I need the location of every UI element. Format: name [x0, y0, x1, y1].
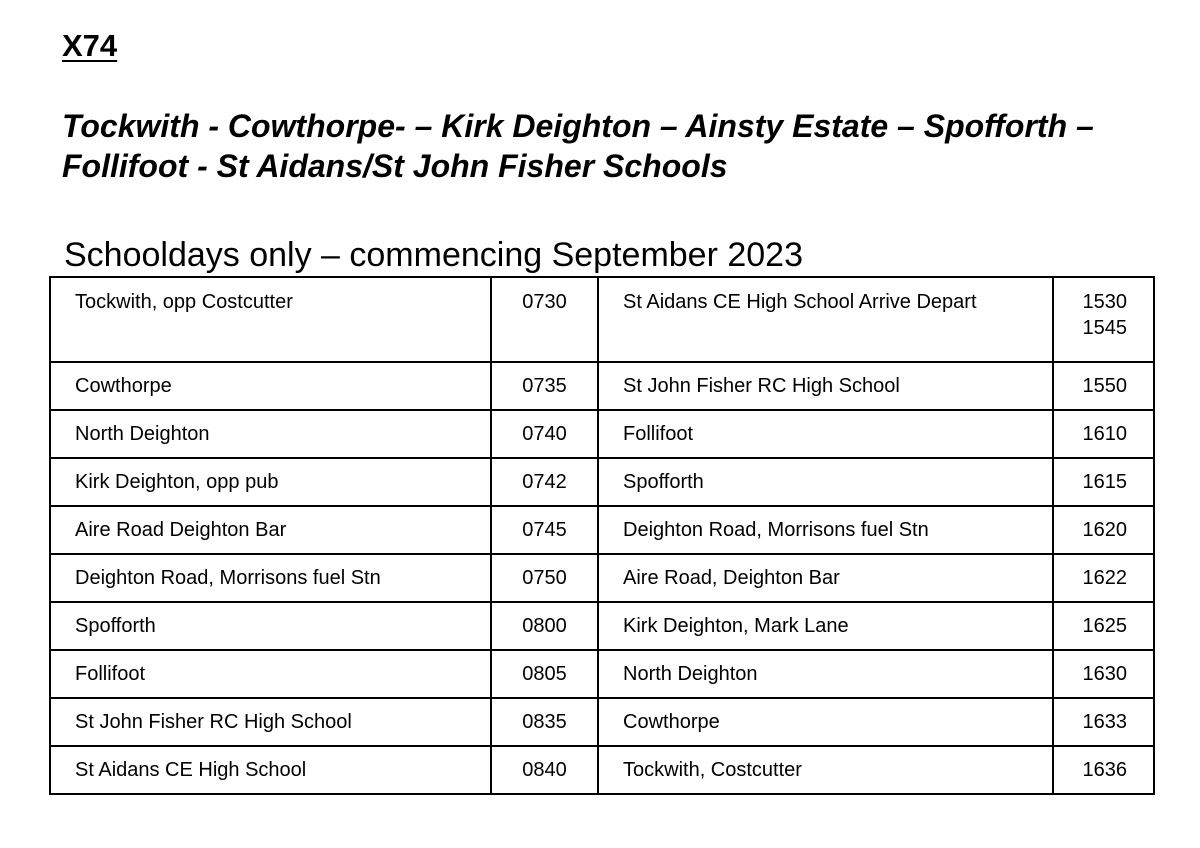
morning-stop: Follifoot	[50, 650, 491, 698]
morning-stop: St Aidans CE High School	[50, 746, 491, 794]
table-row	[50, 277, 1154, 362]
morning-stop: Aire Road Deighton Bar	[50, 506, 491, 554]
table-row	[50, 554, 1154, 602]
afternoon-stop: Cowthorpe	[598, 698, 1053, 746]
afternoon-time: 1625	[1053, 602, 1154, 650]
afternoon-stop: Deighton Road, Morrisons fuel Stn	[598, 506, 1053, 554]
morning-time: 0740	[491, 410, 598, 458]
morning-stop: Kirk Deighton, opp pub	[50, 458, 491, 506]
afternoon-stop: Spofforth	[598, 458, 1053, 506]
afternoon-depart-time: 1545	[1082, 317, 1127, 339]
morning-time: 0835	[491, 698, 598, 746]
afternoon-time: 1633	[1053, 698, 1154, 746]
timetable	[49, 276, 1155, 795]
morning-time: 0745	[491, 506, 598, 554]
afternoon-time: 1622	[1053, 554, 1154, 602]
morning-stop: Cowthorpe	[50, 362, 491, 410]
morning-time: 0800	[491, 602, 598, 650]
table-row	[50, 698, 1154, 746]
table-row	[50, 506, 1154, 554]
morning-stop: Deighton Road, Morrisons fuel Stn	[50, 554, 491, 602]
afternoon-stop: St Aidans CE High School Arrive Depart	[598, 277, 1053, 362]
afternoon-time: 1636	[1053, 746, 1154, 794]
afternoon-time	[1053, 277, 1154, 362]
afternoon-time: 1610	[1053, 410, 1154, 458]
route-title: Tockwith - Cowthorpe- – Kirk Deighton – Ainsty Estate – Spofforth – Follifoot - St Aidans/St John Fisher Schools	[62, 108, 1094, 184]
afternoon-stop: Kirk Deighton, Mark Lane	[598, 602, 1053, 650]
morning-time: 0735	[491, 362, 598, 410]
morning-stop: Tockwith, opp Costcutter	[50, 277, 491, 362]
afternoon-stop: St John Fisher RC High School	[598, 362, 1053, 410]
table-row	[50, 650, 1154, 698]
afternoon-time: 1615	[1053, 458, 1154, 506]
morning-stop: Spofforth	[50, 602, 491, 650]
table-row	[50, 458, 1154, 506]
morning-time: 0750	[491, 554, 598, 602]
morning-time: 0840	[491, 746, 598, 794]
table-row	[50, 362, 1154, 410]
table-row	[50, 602, 1154, 650]
afternoon-stop: Tockwith, Costcutter	[598, 746, 1053, 794]
afternoon-time: 1620	[1053, 506, 1154, 554]
table-row	[50, 746, 1154, 794]
afternoon-stop: Follifoot	[598, 410, 1053, 458]
afternoon-time: 1550	[1053, 362, 1154, 410]
route-number: X74	[62, 28, 118, 63]
morning-time: 0805	[491, 650, 598, 698]
morning-time: 0742	[491, 458, 598, 506]
afternoon-arrive-time: 1530	[1082, 291, 1127, 313]
morning-time: 0730	[491, 277, 598, 362]
schedule-subtitle: Schooldays only – commencing September 2023	[64, 236, 803, 274]
morning-stop: North Deighton	[50, 410, 491, 458]
table-row	[50, 410, 1154, 458]
afternoon-time: 1630	[1053, 650, 1154, 698]
morning-stop: St John Fisher RC High School	[50, 698, 491, 746]
afternoon-stop: North Deighton	[598, 650, 1053, 698]
afternoon-stop: Aire Road, Deighton Bar	[598, 554, 1053, 602]
